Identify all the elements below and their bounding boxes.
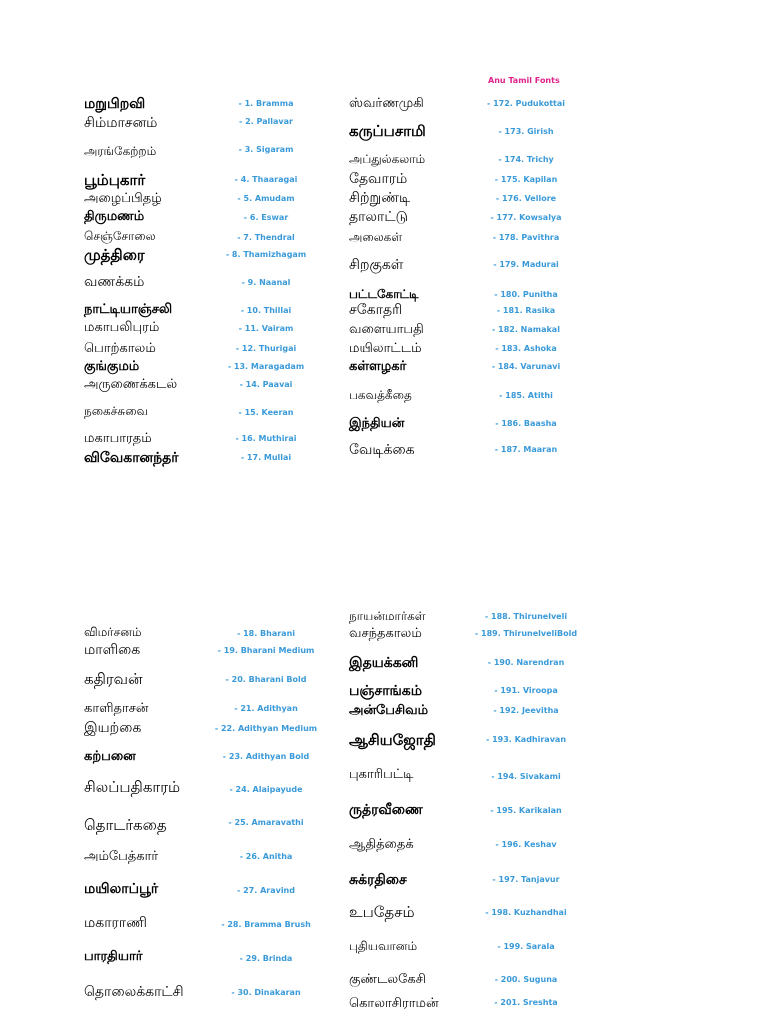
tamil-sample-text: தாலாட்டு <box>349 209 409 225</box>
font-name-label: - 199. Sarala <box>497 942 555 951</box>
font-name-label: - 28. Bramma Brush <box>221 920 311 929</box>
font-name-label: - 179. Madurai <box>493 260 559 269</box>
tamil-sample-text: ஆதித்தைக் <box>349 837 414 852</box>
font-name-label: - 172. Pudukottai <box>487 99 565 108</box>
tamil-sample-text: கொலாசிராமன் <box>349 996 439 1011</box>
tamil-sample-text: செஞ்சோலை <box>84 229 156 243</box>
font-name-label: - 25. Amaravathi <box>228 818 304 827</box>
tamil-sample-text: அரங்கேற்றம் <box>84 144 157 158</box>
font-name-label: - 21. Adithyan <box>234 704 298 713</box>
font-name-label: - 14. Paavai <box>239 380 293 389</box>
tamil-sample-text: அம்பேத்கார் <box>84 849 159 864</box>
font-name-label: - 16. Muthirai <box>235 434 297 443</box>
tamil-sample-text: மாளிகை <box>84 642 141 658</box>
tamil-sample-text: சகோதரி <box>349 302 403 318</box>
tamil-sample-text: வணக்கம் <box>84 274 145 290</box>
tamil-sample-text: சுக்ரதிசை <box>349 872 407 888</box>
font-name-label: - 189. ThirunelveliBold <box>474 629 578 638</box>
font-name-label: - 192. Jeevitha <box>493 706 559 715</box>
font-name-label: - 11. Vairam <box>238 324 294 333</box>
font-name-label: - 7. Thendral <box>237 233 295 242</box>
font-name-label: - 182. Namakal <box>492 325 560 334</box>
font-name-label: - 194. Sivakami <box>491 772 561 781</box>
tamil-sample-text: காளிதாசன் <box>84 701 149 716</box>
tamil-sample-text: உபதேசம் <box>349 903 415 921</box>
font-name-label: - 18. Bharani <box>236 629 296 638</box>
tamil-sample-text: சிலப்பதிகாரம் <box>84 778 181 796</box>
font-name-label: - 173. Girish <box>498 127 554 136</box>
tamil-sample-text: சிற்றுண்டி <box>349 190 411 206</box>
tamil-sample-text: தொலைக்காட்சி <box>84 984 184 1000</box>
tamil-sample-text: பாரதியார் <box>84 949 143 964</box>
font-name-label: - 177. Kowsalya <box>490 213 562 222</box>
font-name-label: - 198. Kuzhandhai <box>485 908 567 917</box>
tamil-sample-text: திருமணம் <box>84 209 145 224</box>
tamil-sample-text: நாயன்மார்கள் <box>349 609 426 623</box>
tamil-sample-text: வேடிக்கை <box>349 442 415 458</box>
tamil-sample-text: தொடர்கதை <box>84 816 167 834</box>
tamil-sample-text: பஞ்சாங்கம் <box>349 683 423 699</box>
font-name-label: - 8. Thamizhagam <box>225 250 307 259</box>
font-name-label: - 184. Varunavi <box>491 362 561 371</box>
font-name-label: - 183. Ashoka <box>495 344 557 353</box>
tamil-sample-text: ஆசியஜோதி <box>349 731 436 749</box>
font-name-label: - 181. Rasika <box>496 306 556 315</box>
tamil-sample-text: மறுபிறவி <box>84 96 146 112</box>
tamil-sample-text: விமர்சனம் <box>84 625 142 639</box>
tamil-sample-text: தேவாரம் <box>349 171 408 187</box>
font-name-label: - 15. Keeran <box>238 408 294 417</box>
tamil-sample-text: மகாபாரதம் <box>84 431 152 446</box>
font-name-label: - 26. Anitha <box>239 852 293 861</box>
font-name-label: - 2. Pallavar <box>239 117 293 126</box>
tamil-sample-text: அலைகள் <box>349 230 403 244</box>
tamil-sample-text: குங்குமம் <box>84 359 140 374</box>
tamil-sample-text: புதியவானம் <box>349 939 418 953</box>
font-name-label: - 176. Vellore <box>495 194 557 203</box>
font-name-label: - 180. Punitha <box>494 290 558 299</box>
tamil-sample-text: விவேகானந்தர் <box>84 450 179 466</box>
tamil-sample-text: கள்ளழகர் <box>349 359 407 374</box>
font-name-label: - 178. Pavithra <box>492 233 560 242</box>
font-name-label: - 19. Bharani Medium <box>217 646 315 655</box>
font-name-label: - 5. Amudam <box>237 194 295 203</box>
font-name-label: - 12. Thurigai <box>235 344 297 353</box>
tamil-sample-text: வசந்தகாலம் <box>349 626 422 641</box>
tamil-sample-text: நகைச்சுவை <box>84 404 149 418</box>
tamil-sample-text: புகாரிபட்டி <box>349 767 414 782</box>
tamil-sample-text: சிறகுகள் <box>349 257 404 273</box>
tamil-sample-text: கருப்பசாமி <box>349 122 426 140</box>
font-name-label: - 174. Trichy <box>498 155 554 164</box>
font-name-label: - 197. Tanjavur <box>492 875 560 884</box>
font-name-label: - 30. Dinakaran <box>231 988 301 997</box>
tamil-sample-text: குண்டலகேசி <box>349 972 426 987</box>
tamil-sample-text: வளையாபதி <box>349 322 424 337</box>
font-name-label: - 3. Sigaram <box>238 145 294 154</box>
tamil-sample-text: மகாபலிபுரம் <box>84 320 160 335</box>
font-name-label: - 1. Bramma <box>238 99 294 108</box>
tamil-sample-text: கதிரவன் <box>84 670 143 688</box>
font-name-label: - 22. Adithyan Medium <box>214 724 318 733</box>
tamil-sample-text: ஸ்வர்ணமுகி <box>349 96 424 111</box>
font-name-label: - 24. Alaipayude <box>229 785 303 794</box>
font-name-label: - 29. Brinda <box>239 954 293 963</box>
font-name-label: - 193. Kadhiravan <box>485 735 567 744</box>
tamil-sample-text: நாட்டியாஞ்சலி <box>84 302 173 317</box>
font-name-label: - 9. Naanal <box>241 278 291 287</box>
tamil-sample-text: அன்பேசிவம் <box>349 703 429 718</box>
font-name-label: - 201. Sreshta <box>494 998 558 1007</box>
tamil-sample-text: பகவத்கீதை <box>349 388 412 402</box>
font-name-label: - 6. Eswar <box>243 213 289 222</box>
font-name-label: - 188. Thirunelveli <box>484 612 568 621</box>
font-name-label: - 17. Mullai <box>240 453 292 462</box>
tamil-sample-text: இயற்கை <box>84 720 142 736</box>
font-name-label: - 187. Maaran <box>494 445 558 454</box>
font-name-label: - 13. Maragadam <box>227 362 305 371</box>
font-name-label: - 20. Bharani Bold <box>225 675 307 684</box>
tamil-sample-text: இந்தியன் <box>349 416 405 431</box>
tamil-sample-text: பட்டகோட்டி <box>349 287 419 301</box>
tamil-sample-text: பூம்புகார் <box>84 171 146 189</box>
font-name-label: - 191. Viroopa <box>494 686 558 695</box>
tamil-sample-text: பொற்காலம் <box>84 341 156 356</box>
tamil-sample-text: முத்திரை <box>84 246 145 264</box>
tamil-sample-text: ருத்ரவீணை <box>349 802 423 818</box>
font-name-label: - 4. Thaaragai <box>234 175 298 184</box>
tamil-sample-text: சிம்மாசனம் <box>84 115 158 131</box>
font-name-label: - 185. Atithi <box>499 391 553 400</box>
font-name-label: - 23. Adithyan Bold <box>222 752 310 761</box>
font-name-label: - 195. Karikalan <box>490 806 562 815</box>
tamil-sample-text: மயிலாப்பூர் <box>84 881 159 897</box>
tamil-sample-text: அழைப்பிதழ் <box>84 191 162 206</box>
font-name-label: - 190. Narendran <box>487 658 565 667</box>
tamil-sample-text: மகாராணி <box>84 915 147 931</box>
font-name-label: - 200. Suguna <box>494 975 558 984</box>
tamil-sample-text: அப்துல்கலாம் <box>349 152 426 166</box>
font-name-label: - 175. Kapilan <box>494 175 558 184</box>
tamil-sample-text: மயிலாட்டம் <box>349 341 422 356</box>
tamil-sample-text: கற்பனை <box>84 749 136 764</box>
tamil-sample-text: அருணைக்கடல் <box>84 377 178 392</box>
page-header-title: Anu Tamil Fonts <box>488 76 560 85</box>
tamil-sample-text: இதயக்கனி <box>349 655 419 671</box>
font-name-label: - 10. Thillai <box>240 306 292 315</box>
font-name-label: - 186. Baasha <box>495 419 557 428</box>
font-name-label: - 196. Keshav <box>495 840 557 849</box>
font-name-label: - 27. Aravind <box>237 886 295 895</box>
